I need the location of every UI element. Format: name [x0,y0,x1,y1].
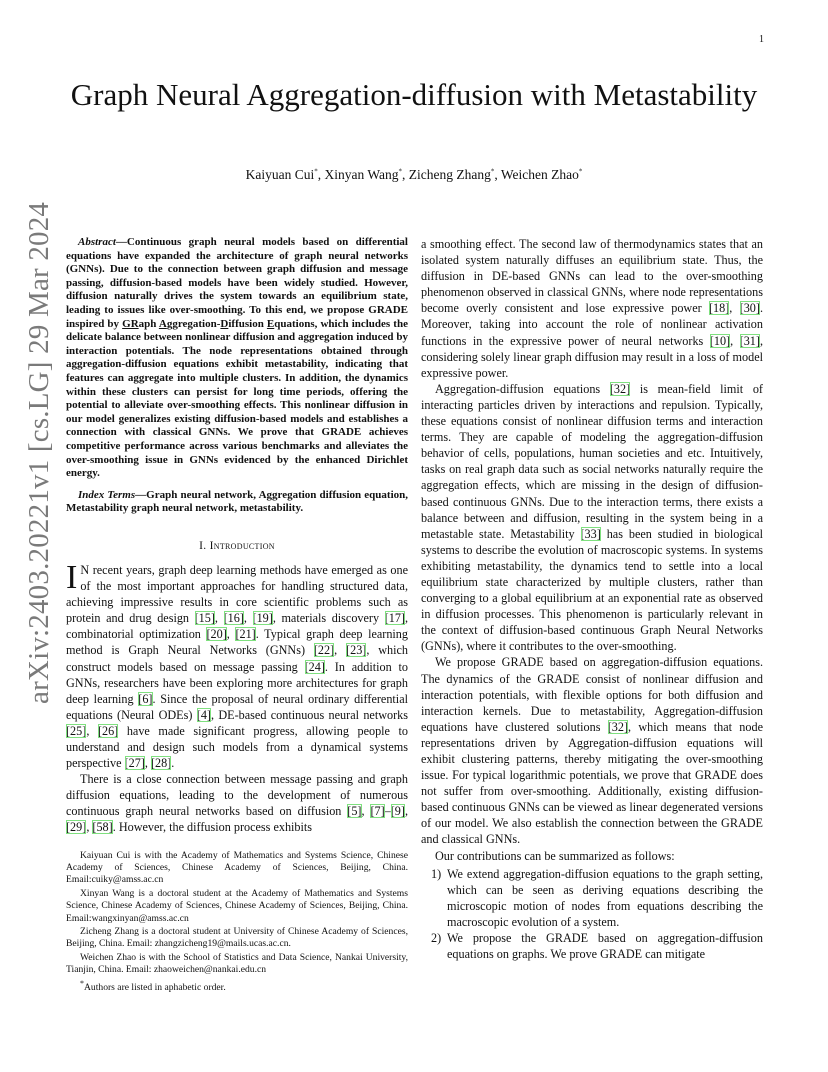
citation-link[interactable]: [24] [304,659,325,674]
body-paragraph: Aggregation-diffusion equations [32] is mean-field limit of interacting particles driven by interactions and repulsion. Typically, these equations consist of nonlinear diffusion terms and interaction terms. They are capable of modeling the aggregation-diffusion behavior of cells, populations, human societies and etc. Intuitively, tasks on real graph data such as social networks naturally require the aggregation effects, which are missing in the design of diffusion-based continuous GNNs. Due to the interaction terms, there exists a balance between and diffusion, resulting in the system being in a metastable state. Metastability [33] has been studied in biological systems to describe the evolution of macroscopic systems. In systems exhibiting metastability, the dynamics tend to settle into a local equilibrium state characterized by multiple clusters, rather than converging to a global equilibrium at an exponential rate as observed in diffusion processes. This phenomenon is particularly relevant in the context of diffusion-based continuous Graph Neural Networks (GNNs), where it contributes to the over-smoothing. [421,381,763,654]
footnote-author-order: *Authors are listed in aphabetic order. [80,978,226,993]
contributions-intro: Our contributions can be summarized as follows: [435,848,675,863]
right-column [421,236,763,962]
abstract-label: Abstract [78,236,116,248]
author-mark: * [490,167,495,176]
citation-link[interactable]: [26] [97,723,119,738]
list-item: 1) We extend aggregation-diffusion equations to the graph setting, which can be seen as deriving equations describing the microscopic motion of nodes from equations describing the macroscopic evolution of a system. [431,866,763,929]
citation-link[interactable]: [28] [150,756,172,771]
citation-link[interactable]: [31] [739,333,760,348]
citation-link[interactable]: [7] [370,804,385,819]
citation-link[interactable]: [32] [609,381,631,396]
citation-link[interactable]: [16] [223,611,244,626]
author-name: Xinyan Wang [324,167,399,182]
citation-link[interactable]: [58] [92,820,113,835]
footnote: Weichen Zhao is with the School of Statistics and Data Science, Nankai University, Tianjin, China. Email: zhaoweichen@nankai.edu.cn [66,951,408,976]
citation-link[interactable]: [6] [138,691,153,706]
author-mark: * [398,167,402,176]
citation-link[interactable]: [5] [347,804,362,819]
intro-paragraph-1: I N recent years, graph deep learning methods have emerged as one of the most important approaches for handling structured data, achieving impressive results in core scientific problems such as protein and drug design [15], [16], [19], materials discovery [17], combinatorial optimization [20], [21]. Typical graph deep learning method is Graph Neural Networks (GNNs) [22], [23], which construct models based on message passing [24]. In addition to GNNs, researchers have been exploring more architectures for graph deep learning [6]. Since the proposal of neural ordinary differential equations (Neural ODEs) [4], DE-based continuous neural networks [25], [26] have made significant progress, allowing people to understand and design such models from a dynamical systems perspective [27], [28]. [66,558,409,771]
intro-paragraph-2: There is a close connection between message passing and graph diffusion equations, leading to the development of numerous continuous graph neural networks based on diffusion [5], [7]–[9], [29], [58]. However, the diffusion process exhibits [66,772,409,835]
citation-link[interactable]: [20] [206,627,227,642]
footnote: Kaiyuan Cui is with the Academy of Mathematics and Systems Science, Chinese Academy of Sciences, Chinese Academy of Sciences, Beijing, China. Email:cuiky@amss.ac.cn [66,849,408,886]
footnote: Xinyan Wang is a doctoral student at the Academy of Mathematics and Systems Science, Chinese Academy of Sciences, Chinese Academy of Sciences, Beijing, China. Email:wangxinyan@amss.ac.cn [66,887,408,924]
footnote: Zicheng Zhang is a doctoral student at University of Chinese Academy of Sciences, Beijing, China. Email: zhangzicheng19@mails.ucas.ac.cn. [66,926,408,950]
arxiv-identifier: arXiv:2403.20221v1 [cs.LG] 29 Mar 2024 [23,201,55,704]
citation-link[interactable]: [30] [739,301,760,316]
citation-link[interactable]: [9] [390,804,405,819]
citation-link[interactable]: [25] [66,723,87,738]
index-terms-label: Index Terms [78,488,136,501]
author-list: Kaiyuan Cui*, Xinyan Wang*, Zicheng Zhang*, Weichen Zhao* [245,167,583,182]
section-heading-introduction: I. Introduction [199,539,275,552]
index-terms: Index Terms—Graph neural network, Aggregation diffusion equation, Metastability graph neural network, metastability. [66,488,408,515]
paper-title: Graph Neural Aggregation-diffusion with Metastability [70,77,758,112]
author-mark: * [578,167,583,176]
citation-link[interactable]: [10] [709,333,731,348]
list-item: 2) We propose the GRADE based on aggregation-diffusion equations on graphs. We prove GRADE can mitigate [431,931,763,962]
citation-link[interactable]: [23] [346,643,367,658]
author-mark: * [314,167,318,176]
left-column [66,236,408,995]
citation-link[interactable]: [27] [124,756,145,771]
citation-link[interactable]: [33] [580,526,601,541]
citation-link[interactable]: [22] [313,643,335,658]
author-name: Weichen Zhao [500,167,579,182]
body-paragraph: We propose GRADE based on aggregation-diffusion equations. The dynamics of the GRADE consist of nonlinear diffusion and interaction potentials, with flexible options for both diffusion and interaction kernels. Due to metastability, Aggregation-diffusion equations have clustered solutions [32], which means that node representations driven by Aggregation-diffusion equations will exhibit clustering patterns, thereby mitigating the over-smoothing issue. For typical logarithmic potentials, we prove that GRADE does not suffer from over-smoothing. Additionally, existing diffusion-based continuous GNNs can be viewed as linear degenerated versions of our model. We also establish the connection between the GRADE and classical GNNs. [421,655,763,847]
citation-link[interactable]: [17] [384,611,405,626]
author-name: Kaiyuan Cui [245,167,315,182]
abstract: Abstract—Continuous graph neural models based on differential equations have expanded the architecture of graph neural networks (GNNs). Due to the connection between graph diffusion and message passing, diffusion-based models have been widely studied. However, diffusion naturally drives the system towards an equilibrium state, leading to issues like over-smoothing. To this end, we propose GRADE inspired by GRaph Aggregation-Diffusion Equations, which includes the delicate balance between nonlinear diffusion and aggregation induced by interaction potentials. The node representations obtained through aggregation-diffusion equations exhibit metastability, indicating that features can aggregate into multiple clusters. In addition, the dynamics within these clusters can persist for long time periods, offering the potential to alleviate over-smoothing effects. This nonlinear diffusion in our model generalizes existing diffusion-based models and establishes a connection with classical GNNs. We prove that GRADE achieves competitive performance across various benchmarks and alleviates the over-smoothing issue in GNNs evidenced by the enhanced Dirichlet energy. [66,236,408,480]
author-name: Zicheng Zhang [408,167,491,182]
body-paragraph: a smoothing effect. The second law of thermodynamics states that an isolated system naturally diffuses an equilibrium state. Thus, the diffusion in DE-based GNNs can lead to the over-smoothing phenomenon observed in classical GNNs, where node representations become overly consistent and lose expressive power [18], [30]. Moreover, taking into account the role of nonlinear activation functions in the expressive power of neural networks [10], [31], considering solely linear graph diffusion may result in a loss of model expressive power. [421,237,763,380]
footnotes [66,850,408,995]
citation-link[interactable]: [15] [194,611,215,626]
citation-link[interactable]: [32] [607,719,629,734]
citation-link[interactable]: [29] [66,820,87,835]
page-number: 1 [759,34,764,45]
citation-link[interactable]: [19] [252,611,273,626]
drop-cap: I [66,558,78,596]
citation-link[interactable]: [4] [196,707,211,722]
contributions-list [421,866,763,963]
citation-link[interactable]: [18] [708,301,730,316]
citation-link[interactable]: [21] [235,627,256,642]
